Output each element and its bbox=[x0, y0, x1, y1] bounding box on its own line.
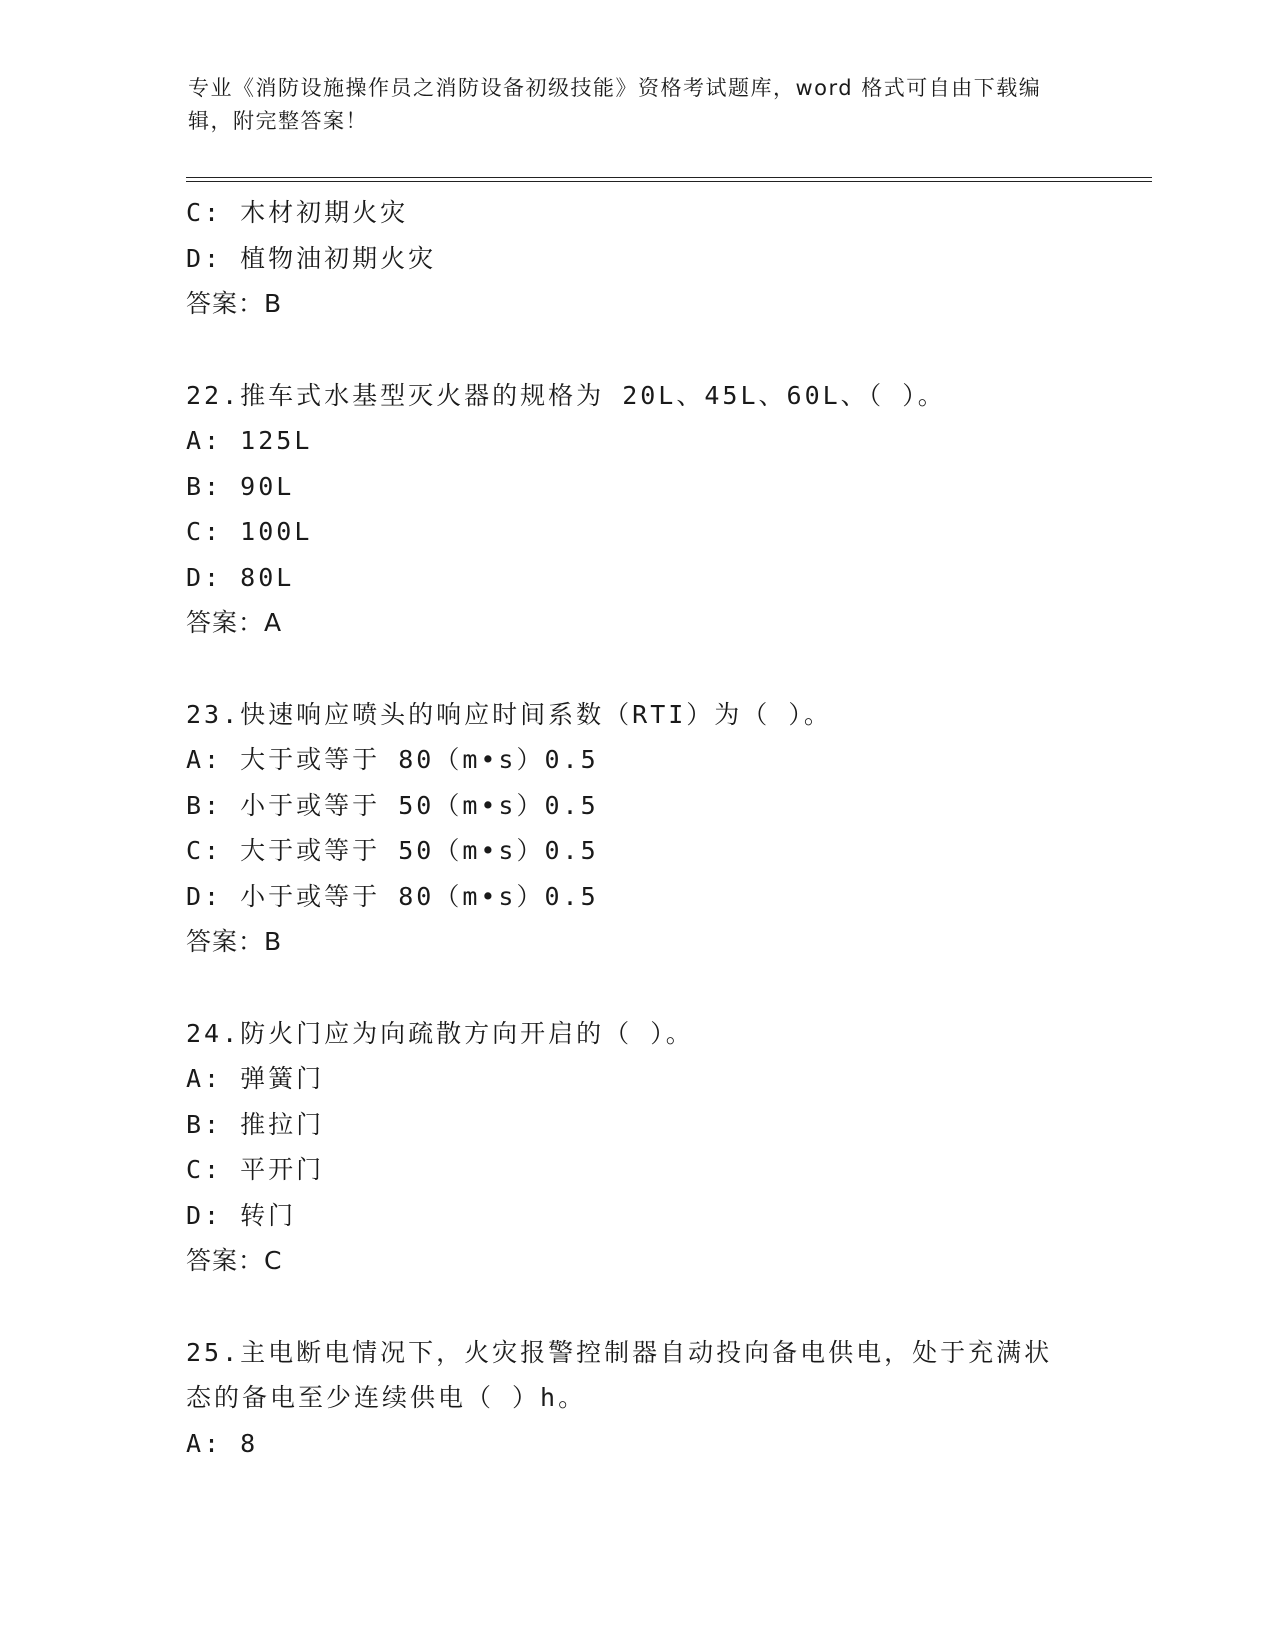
question-stem-line-1: 25.主电断电情况下，火灾报警控制器自动投向备电供电，处于充满状 bbox=[186, 1337, 1053, 1367]
option-a: A: 8 bbox=[186, 1428, 259, 1458]
question-spacer bbox=[186, 1284, 1086, 1330]
header-divider-bottom bbox=[186, 181, 1152, 182]
option-b: B: 推拉门 bbox=[186, 1109, 325, 1139]
option-c: C: 大于或等于 50（m•s）0.5 bbox=[186, 836, 599, 865]
question-spacer bbox=[186, 965, 1086, 1011]
option-b: B: 90L bbox=[186, 471, 295, 501]
option-c: C: 100L bbox=[186, 517, 313, 546]
question-stem: 22.推车式水基型灭火器的规格为 20L、45L、60L、（ ）。 bbox=[186, 380, 946, 410]
option-c: C: 木材初期火灾 bbox=[186, 198, 409, 227]
header-divider-top bbox=[186, 177, 1152, 178]
option-b: B: 小于或等于 50（m•s）0.5 bbox=[186, 790, 599, 820]
question-spacer bbox=[186, 646, 1086, 692]
option-a: A: 弹簧门 bbox=[186, 1064, 325, 1093]
answer-line: 答案：C bbox=[186, 1246, 283, 1275]
question-stem: 23.快速响应喷头的响应时间系数（RTI）为（ ）。 bbox=[186, 699, 832, 729]
question-spacer bbox=[186, 327, 1086, 373]
option-d: D: 转门 bbox=[186, 1200, 297, 1230]
document-header: 专业《消防设施操作员之消防设备初级技能》资格考试题库，word 格式可自由下载编辑，附完整答案！ bbox=[188, 76, 1042, 133]
option-d: D: 小于或等于 80（m•s）0.5 bbox=[186, 881, 599, 911]
question-content bbox=[186, 190, 1086, 1466]
option-d: D: 植物油初期火灾 bbox=[186, 243, 437, 273]
option-a: A: 125L bbox=[186, 426, 313, 455]
option-c: C: 平开门 bbox=[186, 1155, 325, 1184]
question-stem: 24.防火门应为向疏散方向开启的（ ）。 bbox=[186, 1018, 694, 1048]
option-d: D: 80L bbox=[186, 562, 295, 592]
answer-line: 答案：A bbox=[186, 608, 283, 637]
answer-line: 答案：B bbox=[186, 289, 283, 318]
option-a: A: 大于或等于 80（m•s）0.5 bbox=[186, 745, 599, 774]
question-stem-line-2: 态的备电至少连续供电（ ）h。 bbox=[186, 1383, 587, 1412]
answer-line: 答案：B bbox=[186, 927, 283, 956]
